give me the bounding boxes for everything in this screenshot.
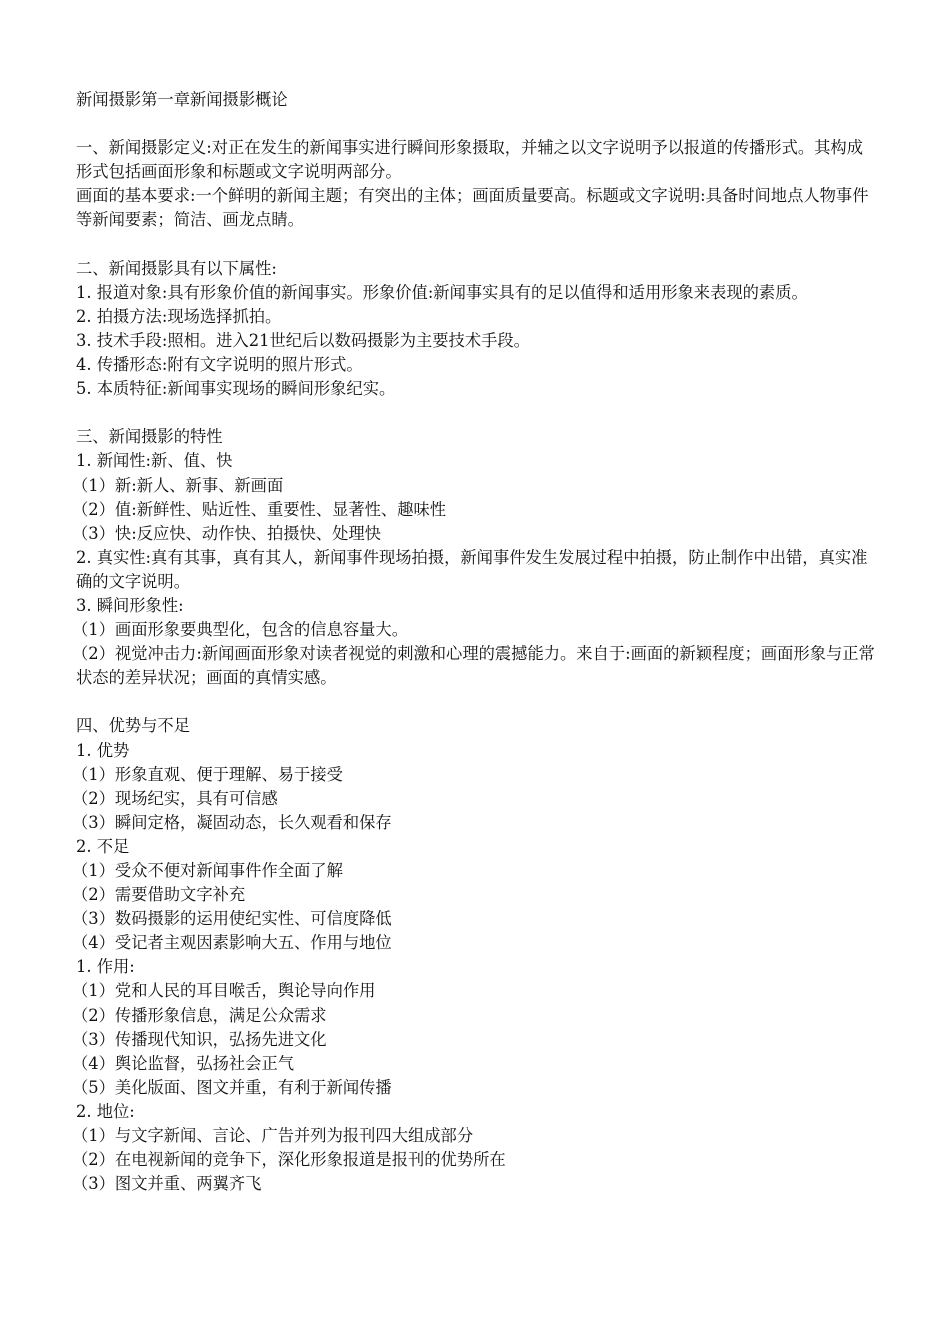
paragraph: 三、新闻摄影的特性 [76, 427, 223, 447]
paragraph: 2. 真实性:真有其事，真有其人，新闻事件现场拍摄，新闻事件发生发展过程中拍摄，防止制作中出错，真实准确的文字说明。 [76, 547, 868, 591]
list-subitem: （1）与文字新闻、言论、广告并列为报刊四大组成部分 [72, 1126, 474, 1146]
list-subitem: （3）传播现代知识，弘扬先进文化 [72, 1029, 327, 1049]
paragraph: 5. 本质特征:新闻事实现场的瞬间形象纪实。 [76, 379, 396, 399]
paragraph-spacer [76, 690, 876, 714]
list-subitem: （2）在电视新闻的竞争下，深化形象报道是报刊的优势所在 [72, 1150, 506, 1170]
paragraph: 1. 优势 [76, 740, 130, 760]
list-subitem: （3）数码摄影的运用使纪实性、可信度降低 [72, 909, 392, 929]
paragraph: 画面的基本要求:一个鲜明的新闻主题；有突出的主体；画面质量要高。标题或文字说明:具备时间地点人物事件等新闻要素；简洁、画龙点睛。 [76, 186, 869, 230]
list-subitem: （1）党和人民的耳目喉舌，舆论导向作用 [72, 981, 376, 1001]
list-subitem: （4）舆论监督，弘扬社会正气 [72, 1053, 295, 1073]
paragraph: 四、优势与不足 [76, 716, 190, 736]
list-subitem: （2）传播形象信息，满足公众需求 [72, 1005, 327, 1025]
paragraph-spacer [76, 112, 876, 136]
paragraph: 3. 技术手段:照相。进入21世纪后以数码摄影为主要技术手段。 [76, 330, 530, 350]
list-subitem: （2）值:新鲜性、贴近性、重要性、显著性、趣味性 [72, 499, 447, 519]
paragraph: 二、新闻摄影具有以下属性: [76, 258, 277, 278]
list-subitem: （2）视觉冲击力:新闻画面形象对读者视觉的刺激和心理的震撼能力。来自于:画面的新颖程度；画面形象与正常状态的差异状况；画面的真情实感。 [72, 644, 875, 688]
document-content [72, 112, 876, 1196]
list-subitem: （3）快:反应快、动作快、拍摄快、处理快 [72, 523, 381, 543]
paragraph: 4. 传播形态:附有文字说明的照片形式。 [76, 355, 363, 375]
list-subitem: （3）瞬间定格，凝固动态，长久观看和保存 [72, 812, 392, 832]
paragraph-spacer [76, 401, 876, 425]
document-body [72, 88, 876, 1196]
paragraph: 2. 拍摄方法:现场选择抓拍。 [76, 306, 282, 326]
list-subitem: （3）图文并重、两翼齐飞 [72, 1174, 262, 1194]
list-subitem: （2）需要借助文字补充 [72, 885, 246, 905]
paragraph: 1. 作用: [76, 957, 135, 977]
paragraph-spacer [76, 233, 876, 257]
paragraph: 3. 瞬间形象性: [76, 595, 184, 615]
list-subitem: （1）受众不便对新闻事件作全面了解 [72, 861, 343, 880]
document-title: 新闻摄影第一章新闻摄影概论 [76, 90, 288, 109]
paragraph: 1. 新闻性:新、值、快 [76, 451, 233, 471]
list-subitem: （1）画面形象要典型化，包含的信息容量大。 [72, 620, 408, 640]
list-subitem: （5）美化版面、图文并重，有利于新闻传播 [72, 1077, 392, 1097]
paragraph: 一、新闻摄影定义:对正在发生的新闻事实进行瞬间形象摄取，并辅之以文字说明予以报道的传播形式。其构成形式包括画面形象和标题或文字说明两部分。 [76, 138, 863, 182]
list-subitem: （1）形象直观、便于理解、易于接受 [72, 764, 343, 784]
list-subitem: （1）新:新人、新事、新画面 [72, 475, 284, 495]
list-subitem: （4）受记者主观因素影响大五、作用与地位 [72, 933, 392, 953]
paragraph: 2. 地位: [76, 1101, 135, 1121]
paragraph: 1. 报道对象:具有形象价值的新闻事实。形象价值:新闻事实具有的足以值得和适用形象来表现的素质。 [76, 282, 808, 302]
paragraph: 2. 不足 [76, 836, 130, 856]
list-subitem: （2）现场纪实，具有可信感 [72, 788, 278, 808]
